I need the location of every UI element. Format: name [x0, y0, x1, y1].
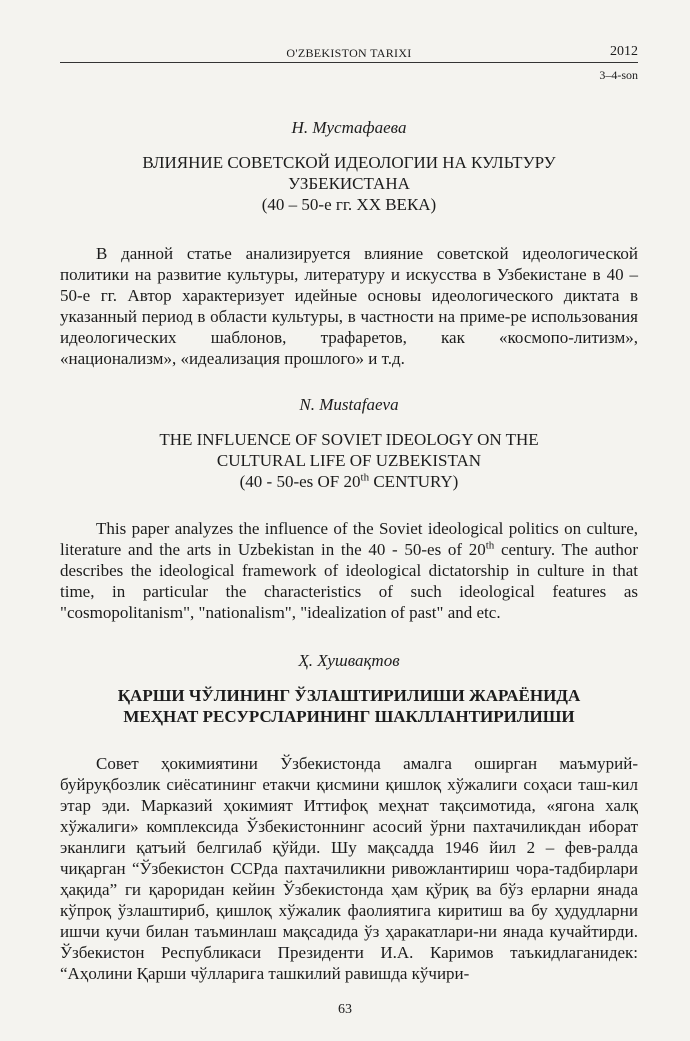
title-ru: [60, 152, 638, 215]
abstract-en-text: century. The author describes the ideological framework of ideological dictatorship in culture in that time, in particular the characteristics of such ideological features as "cosmopolitanism", "nationalism", "idealization of past" and etc.: [60, 540, 638, 622]
page-number: 63: [338, 1002, 352, 1017]
abstract-en: [60, 518, 638, 623]
title-ru-line: (40 – 50-е гг. XX ВЕКА): [261, 195, 437, 214]
running-header: [60, 44, 638, 63]
author-uz: Ҳ. Хушвақтов: [298, 651, 400, 670]
title-en-line: THE INFLUENCE OF SOVIET IDEOLOGY ON THE: [159, 430, 539, 449]
journal-year: 2012: [610, 44, 638, 59]
title-ru-line: ВЛИЯНИЕ СОВЕТСКОЙ ИДЕОЛОГИИ НА КУЛЬТУРУ: [142, 153, 556, 172]
title-en-superscript: th: [360, 471, 370, 484]
title-ru-line: УЗБЕКИСТАНА: [288, 174, 410, 193]
abstract-en-text: This paper analyzes the influence of the Soviet ideological politics on culture, literature and the arts in Uzbekistan in the 40 - 50-es of 20: [60, 519, 638, 559]
title-uz-line: МЕҲНАТ РЕСУРСЛАРИНИНГ ШАКЛЛАНТИРИЛИШИ: [123, 707, 575, 726]
title-en-line: CENTURY): [369, 472, 459, 491]
body-uz: Совет ҳокимиятини Ўзбекистонда амалга оширган маъмурий-буйруқбозлик сиёсатининг етакчи қисмини қишлоқ хўжалиги соҳаси таш-кил этар эди. Марказий ҳокимият Иттифоқ меҳнат тақсимотида, «ягона халқ хўжалиги» комплексида Ўзбекистоннинг асосий ўрни пахтачиликдан иборат эканлиги қатъий белгилаб қўйди. Шу мақсадда 1946 йил 2 – фев-ралда чиқарган “Ўзбекистон ССРда пахтачиликни ривожлантириш чора-тадбирлари ҳақида” ги қароридан кейин Ўзбекистонда ҳам қўриқ ва бўз ерларни янада кўпроқ ўзлаштириб, қишлоқ хўжалик фаолиятига киритиш ва бу ҳудудларни ишчи кучи билан таъминлаш мақсадида ўз ҳаракатлари-ни янада кучайтирди. Ўзбекистон Республикаси Президенти И.А. Каримов таъкидлаганидек: “Аҳолини Қарши чўлларига ташкилий равишда кўчири-: [60, 754, 638, 983]
title-en: [60, 429, 638, 492]
issue-number: 3–4-son: [599, 68, 638, 82]
journal-title: O'ZBEKISTON TARIXI: [286, 46, 412, 60]
title-en-line: CULTURAL LIFE OF UZBEKISTAN: [216, 451, 482, 470]
abstract-ru: В данной статье анализируется влияние советской идеологической политики на развитие культуры, литературу и искусства в Узбекистане в 40 – 50-е гг. Автор характеризует идейные основы идеологического диктата в указанный период в области культуры, в частности на приме-ре использования идеологических шаблонов, трафаретов, как «космопо-литизм», «национализм», «идеализация прошлого» и т.д.: [60, 244, 638, 368]
author-ru: Н. Мустафаева: [291, 118, 407, 137]
title-uz: [60, 685, 638, 727]
title-uz-line: ҚАРШИ ЧЎЛИНИНГ ЎЗЛАШТИРИЛИШИ ЖАРАЁНИДА: [117, 686, 581, 705]
page-content: [60, 118, 638, 984]
abstract-en-superscript: th: [485, 539, 495, 552]
author-en: N. Mustafaeva: [299, 395, 399, 414]
title-en-line: (40 - 50-es OF 20: [239, 472, 361, 491]
